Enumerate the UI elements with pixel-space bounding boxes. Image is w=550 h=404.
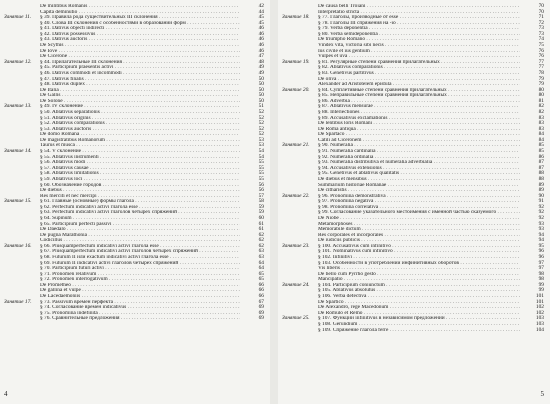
entry-title: § 50. Ablativus separationis . . . — [40, 110, 240, 116]
entry-title: § 73. Passivum времен перфекта . . . — [40, 300, 240, 306]
entry-page-number: 99 — [538, 281, 544, 288]
lesson-label: Занятие 14. — [4, 148, 32, 155]
entry-title: § 65. Participium perfecti passivi . . . — [40, 222, 240, 228]
entry-page-number: 63 — [258, 254, 264, 261]
entry-title: § 99. Согласование указательного местоимения с именной частью сказуемого . . . — [318, 210, 520, 216]
entry-title: Vis liberis . . . — [318, 266, 520, 272]
entry-page-number: 81 — [538, 97, 544, 104]
entry-title: § 44. Прилагательные III склонения . . . — [40, 60, 240, 66]
entry-title: Mancipatio . . . — [318, 277, 520, 283]
entry-page-number: 52 — [258, 114, 264, 121]
entry-page-number: 88 — [538, 175, 544, 182]
entry-page-number: 80 — [538, 92, 544, 99]
entry-page-number: 95 — [538, 242, 544, 249]
entry-title: § 69. Futurum II indicativi activi глаголов четырех спряжений . . . — [40, 261, 240, 267]
entry-page-number: 67 — [258, 298, 264, 305]
entry-page-number: 69 — [258, 309, 264, 316]
entry-title: De gallina et vulpe . . . — [40, 288, 240, 294]
entry-page-number: 45 — [258, 19, 264, 26]
entry-title: § 51. Ablativus originis . . . — [40, 116, 240, 122]
entry-page-number: 71 — [538, 14, 544, 21]
entry-title: § 53. Ablativus auctoris . . . — [40, 127, 240, 133]
entry-title: Ius civile et ius gentium . . . — [318, 49, 520, 55]
lesson-label: Занятие 22. — [282, 192, 310, 199]
entry-title: Vindex vita, victoria sibi necis . . . — [318, 43, 520, 49]
entry-page-number: 58 — [258, 198, 264, 205]
entry-title: De Alexandro, rege Macedonum . . . — [318, 305, 520, 311]
entry-title: Taurus et musca . . . — [40, 143, 240, 149]
entry-page-number: 79 — [538, 75, 544, 82]
lesson-label: Занятие 23. — [282, 242, 310, 249]
entry-title: § 90. Numeralia . . . — [318, 143, 520, 149]
entry-page-number: 94 — [538, 231, 544, 238]
entry-page-number: 85 — [538, 142, 544, 149]
entry-title: § 96. Pronomina demonstrativa . . . — [318, 194, 520, 200]
entry-page-number: 74 — [538, 36, 544, 43]
entry-title: De bello cum Pyrrho gesto . . . — [318, 272, 520, 278]
entry-page-number: 85 — [538, 148, 544, 155]
entry-page-number: 59 — [258, 209, 264, 216]
entry-page-number: 93 — [538, 220, 544, 227]
entry-title: De causa belli Troiani . . . — [318, 4, 520, 10]
entry-page-number: 91 — [538, 198, 544, 205]
entry-title: § 76. Сравнительные предложения . . . — [40, 316, 240, 322]
entry-title: De Iove . . . — [40, 49, 240, 55]
entry-page-number: 50 — [258, 81, 264, 88]
entry-title: § 41. Dativus objecti indirecti . . . — [40, 26, 240, 32]
entry-title: § 91. Numeralia cardinalia . . . — [318, 149, 520, 155]
entry-page-number: 52 — [258, 108, 264, 115]
entry-title: § 54. V склонение . . . — [40, 149, 240, 155]
entry-title: Memorabile dictum . . . — [318, 227, 520, 233]
entry-title: § 39. Правила рода существительных III склонения . . . — [40, 15, 240, 21]
entry-page-number: 60 — [258, 214, 264, 221]
entry-page-number: 46 — [258, 36, 264, 43]
entry-title: § 95. Genetivus et ablativus qualitatis . . . — [318, 171, 520, 177]
entry-page-number: 45 — [258, 14, 264, 21]
entry-page-number: 77 — [538, 64, 544, 71]
entry-page-number: 61 — [258, 226, 264, 233]
entry-page-number: 76 — [538, 53, 544, 60]
entry-title: § 74. Согласование времен indicativus . . . — [40, 305, 240, 311]
entry-page-number: 55 — [258, 170, 264, 177]
entry-title: § 40. Слова III склонения с особенностями в образовании форм . . . — [40, 21, 240, 27]
entry-title: Vulpes et uva . . . — [318, 54, 520, 60]
entry-title: § 84. Супплетивные степени сравнения прилагательных . . . — [318, 88, 520, 94]
entry-title: § 67. Plusquamperfectum indicativi activi глаголов четырех спряжений . . . — [40, 249, 240, 255]
entry-page-number: 98 — [538, 270, 544, 277]
lesson-label: Занятие 21. — [282, 142, 310, 149]
toc-entry — [0, 316, 270, 322]
entry-page-number: 84 — [538, 136, 544, 143]
entry-page-number: 93 — [538, 226, 544, 233]
entry-page-number: 48 — [258, 58, 264, 65]
entry-page-number: 59 — [258, 203, 264, 210]
entry-page-number: 57 — [258, 192, 264, 199]
entry-page-number: 70 — [538, 8, 544, 15]
entry-page-number: 78 — [538, 69, 544, 76]
entry-page-number: 104 — [535, 326, 544, 333]
entry-title: § 88. Interiectiones . . . — [318, 110, 520, 116]
entry-page-number: 73 — [538, 30, 544, 37]
entry-page-number: 52 — [258, 131, 264, 138]
entry-title: § 58. Ablativus limitationis . . . — [40, 171, 240, 177]
entry-page-number: 55 — [258, 159, 264, 166]
entry-title: § 61. Главные (основные) формы глагола . . . — [40, 199, 240, 205]
table-of-contents-right — [278, 4, 550, 333]
toc-entry — [278, 328, 550, 334]
entry-title: De Solone . . . — [40, 99, 240, 105]
entry-page-number: 54 — [258, 153, 264, 160]
entry-title: § 100. Accusativus cum infinitivo . . . — [318, 244, 520, 250]
lesson-label: Занятие 25. — [282, 315, 310, 322]
entry-page-number: 52 — [258, 125, 264, 132]
entry-title: Summarium historiae Romanae . . . — [318, 183, 520, 189]
entry-title: De Romulo et Remo . . . — [318, 311, 520, 317]
lesson-label: Занятие 19. — [282, 58, 310, 65]
entry-page-number: 55 — [258, 175, 264, 182]
entry-title: § 79. Verba deponentia . . . — [318, 26, 520, 32]
entry-page-number: 77 — [538, 58, 544, 65]
book-gutter — [270, 0, 278, 404]
entry-title: De Roma antiqua . . . — [318, 127, 520, 133]
entry-title: De Prometheo . . . — [40, 283, 240, 289]
entry-page-number: 55 — [258, 164, 264, 171]
entry-title: § 105. Ablativus absolutus . . . — [318, 288, 520, 294]
entry-title: § 97. Pronomina negativa . . . — [318, 199, 520, 205]
entry-page-number: 83 — [538, 114, 544, 121]
entry-title: De citharistis . . . — [318, 188, 520, 194]
entry-page-number: 65 — [258, 270, 264, 277]
entry-title: § 47. Dativus finalis . . . — [40, 77, 240, 83]
entry-title: De diebus . . . — [40, 188, 240, 194]
entry-page-number: 62 — [258, 242, 264, 249]
entry-title: § 57. Ablativus causae . . . — [40, 166, 240, 172]
entry-page-number: 98 — [538, 276, 544, 283]
entry-title: De Italia . . . — [40, 88, 240, 94]
entry-page-number: 101 — [535, 293, 544, 300]
entry-page-number: 89 — [538, 181, 544, 188]
entry-title: § 87. Ablativus mensurae . . . — [318, 104, 520, 110]
entry-title: § 42. Dativus possessivus . . . — [40, 32, 240, 38]
entry-title: § 94. Accusativus extensionis . . . — [318, 166, 520, 172]
lesson-label: Занятие 20. — [282, 86, 310, 93]
entry-title: § 78. Глаголы III спряжения на -io . . . — [318, 21, 520, 27]
entry-page-number: 46 — [258, 25, 264, 32]
entry-title: § 48. Dativus duplex . . . — [40, 82, 240, 88]
entry-title: § 89. Accusativus exclamationis . . . — [318, 116, 520, 122]
entry-page-number: 44 — [258, 8, 264, 15]
lesson-label: Занятие 18. — [282, 14, 310, 21]
entry-page-number: 102 — [535, 309, 544, 316]
entry-page-number: 56 — [258, 187, 264, 194]
entry-title: § 56. Ablativus modi . . . — [40, 160, 240, 166]
entry-title: § 45. Participium praesentis activi . . . — [40, 65, 240, 71]
entry-title: § 85. Неправильные степени сравнения прилагательных . . . — [318, 93, 520, 99]
entry-page-number: 52 — [258, 120, 264, 127]
entry-page-number: 53 — [258, 136, 264, 143]
entry-title: Metamorphoses . . . — [318, 222, 520, 228]
entry-page-number: 88 — [538, 170, 544, 177]
entry-page-number: 103 — [535, 320, 544, 327]
entry-page-number: 76 — [538, 47, 544, 54]
entry-title: Codicillus . . . — [40, 238, 240, 244]
entry-title: § 102. Infinitivi . . . — [318, 255, 520, 261]
entry-page-number: 51 — [258, 103, 264, 110]
entry-page-number: 79 — [538, 81, 544, 88]
entry-title: Res corporales et incorporales . . . — [318, 233, 520, 239]
entry-title: § 82. Ablativus comparationis . . . — [318, 65, 520, 71]
entry-title: § 55. Ablativus instrumenti . . . — [40, 155, 240, 161]
entry-page-number: 50 — [258, 75, 264, 82]
entry-page-number: 92 — [538, 203, 544, 210]
entry-title: De pugna Marathonia . . . — [40, 233, 240, 239]
entry-title: De Cicerone . . . — [40, 54, 240, 60]
entry-title: De oliva . . . — [318, 77, 520, 83]
entry-page-number: 82 — [538, 103, 544, 110]
lesson-label: Занятие 13. — [4, 103, 32, 110]
entry-title: § 83. Genetivus partitivus . . . — [318, 71, 520, 77]
entry-title: Alexander ad Aristotelem epistula . . . — [318, 82, 520, 88]
entry-title: De militibus Romanis . . . — [40, 4, 240, 10]
entry-page-number: 50 — [258, 92, 264, 99]
entry-page-number: 46 — [258, 42, 264, 49]
entry-page-number: 83 — [538, 120, 544, 127]
entry-page-number: 46 — [258, 47, 264, 54]
entry-title: § 71. Pronomen relativum . . . — [40, 272, 240, 278]
entry-page-number: 50 — [258, 97, 264, 104]
entry-page-number: 63 — [258, 248, 264, 255]
entry-page-number: 72 — [538, 19, 544, 26]
entry-page-number: 69 — [258, 304, 264, 311]
page-number-right: 5 — [540, 390, 544, 398]
entry-title: § 109. Спряжение глагола ferre . . . — [318, 328, 520, 334]
entry-page-number: 94 — [538, 237, 544, 244]
entry-title: § 62. Perfectum indicativi activi глагола esse . . . — [40, 205, 240, 211]
entry-page-number: 49 — [258, 69, 264, 76]
entry-page-number: 96 — [538, 254, 544, 261]
entry-page-number: 96 — [538, 248, 544, 255]
entry-page-number: 75 — [538, 42, 544, 49]
entry-page-number: 65 — [258, 276, 264, 283]
entry-title: De lentibus loris Romani . . . — [318, 121, 520, 127]
entry-page-number: 64 — [258, 265, 264, 272]
page-number-left: 4 — [4, 390, 8, 398]
entry-page-number: 92 — [538, 214, 544, 221]
entry-page-number: 46 — [258, 30, 264, 37]
entry-title: De magistratibus Romanorum . . . — [40, 138, 240, 144]
entry-page-number: 53 — [258, 142, 264, 149]
entry-title: § 75. Pronomina indefinita . . . — [40, 311, 240, 317]
entry-page-number: 83 — [538, 125, 544, 132]
entry-title: § 46. Dativus commodi et incommodi . . . — [40, 71, 240, 77]
entry-title: § 86. Adverbia . . . — [318, 99, 520, 105]
entry-title: § 49. IV склонение . . . — [40, 104, 240, 110]
entry-page-number: 66 — [258, 293, 264, 300]
entry-title: § 77. Глаголы, производные от esse . . . — [318, 15, 520, 21]
entry-page-number: 54 — [258, 148, 264, 155]
lesson-label: Занятие 15. — [4, 198, 32, 205]
lesson-label: Занятие 17. — [4, 298, 32, 305]
entry-page-number: 80 — [538, 86, 544, 93]
entry-page-number: 82 — [538, 108, 544, 115]
entry-page-number: 64 — [258, 259, 264, 266]
entry-page-number: 70 — [538, 3, 544, 9]
entry-page-number: 97 — [538, 259, 544, 266]
lesson-label: Занятие 11. — [4, 14, 32, 21]
entry-title: § 81. Регулярные степени сравнения прилагательных . . . — [318, 60, 520, 66]
entry-title: De Lacedaemoniis . . . — [40, 294, 240, 300]
left-page — [0, 0, 270, 404]
entry-title: § 98. Pronomina correlativa . . . — [318, 205, 520, 211]
lesson-label: Занятие 24. — [282, 281, 310, 288]
lesson-label: Занятие 16. — [4, 242, 32, 249]
entry-title: De Niobe . . . — [318, 216, 520, 222]
entry-title: Capita deminutio . . . — [40, 10, 240, 16]
entry-page-number: 42 — [258, 3, 264, 9]
entry-page-number: 69 — [258, 315, 264, 322]
entry-title: § 64. Supinum . . . — [40, 216, 240, 222]
entry-page-number: 61 — [258, 220, 264, 227]
entry-title: De triumpho Romano . . . — [318, 37, 520, 43]
entry-title: § 104. Participium coniunctum . . . — [318, 283, 520, 289]
entry-page-number: 99 — [538, 287, 544, 294]
entry-title: § 59. Ablativus loci . . . — [40, 177, 240, 183]
entry-title: § 70. Participium futuri activi . . . — [40, 266, 240, 272]
entry-title: § 60. Обозначение городов . . . — [40, 183, 240, 189]
entry-title: § 92. Numeralia ordinalia . . . — [318, 155, 520, 161]
entry-page-number: 73 — [538, 25, 544, 32]
entry-page-number: 90 — [538, 192, 544, 199]
entry-title: § 103. Особенности в употреблении инфинитивных оборотов . . . — [318, 261, 520, 267]
lesson-label: Занятие 12. — [4, 58, 32, 65]
entry-title: § 106. Verba defectiva . . . — [318, 294, 520, 300]
entry-title: Catili ad Ciceronem . . . — [318, 138, 520, 144]
entry-title: § 107. Функции infinitivus в независимом предложении . . . — [318, 316, 520, 322]
table-of-contents-left — [0, 4, 270, 322]
entry-title: De Gallis . . . — [40, 93, 240, 99]
entry-page-number: 50 — [258, 86, 264, 93]
entry-page-number: 66 — [258, 281, 264, 288]
entry-page-number: 86 — [538, 153, 544, 160]
entry-title: § 66. Plusquamperfectum indicativi activi глагола esse . . . — [40, 244, 240, 250]
entry-title: § 68. Futurum II или exactum indicativi activi глагола esse . . . — [40, 255, 240, 261]
entry-page-number: 49 — [258, 64, 264, 71]
entry-title: § 72. Pronomen interrogativum . . . — [40, 277, 240, 283]
entry-title: De Daedalo . . . — [40, 227, 240, 233]
entry-page-number: 87 — [538, 164, 544, 171]
entry-page-number: 89 — [538, 187, 544, 194]
entry-page-number: 62 — [258, 231, 264, 238]
entry-title: De iudiciis publicis . . . — [318, 238, 520, 244]
entry-page-number: 87 — [538, 159, 544, 166]
entry-title: § 43. Dativus auctoris . . . — [40, 37, 240, 43]
entry-title: De Scythis . . . — [40, 43, 240, 49]
entry-title: § 108. Gerundium . . . — [318, 322, 520, 328]
entry-title: Res merciti et nec mercipi . . . — [40, 194, 240, 200]
entry-page-number: 92 — [538, 209, 544, 216]
entry-page-number: 84 — [538, 131, 544, 138]
entry-page-number: 62 — [258, 237, 264, 244]
entry-title: § 63. Perfectum indicativi activi глаголов четырех спряжений . . . — [40, 210, 240, 216]
entry-page-number: 97 — [538, 265, 544, 272]
right-page — [278, 0, 550, 404]
entry-title: § 93. Numeralia distributiva et numeralia adverbialia . . . — [318, 160, 520, 166]
entry-page-number: 47 — [258, 53, 264, 60]
entry-page-number: 102 — [535, 304, 544, 311]
entry-page-number: 101 — [535, 298, 544, 305]
entry-title: § 52. Ablativus comparationis . . . — [40, 121, 240, 127]
entry-page-number: 103 — [535, 315, 544, 322]
entry-title: De Spartaco . . . — [318, 132, 520, 138]
entry-title: De domo Romana . . . — [40, 132, 240, 138]
entry-title: De Spartico . . . — [318, 300, 520, 306]
entry-title: Interpretatio stricta . . . — [318, 10, 520, 16]
entry-title: § 101. Nominativus cum infinitivo . . . — [318, 249, 520, 255]
entry-page-number: 56 — [258, 181, 264, 188]
entry-page-number: 66 — [258, 287, 264, 294]
entry-title: De diebus et mensibus . . . — [318, 177, 520, 183]
entry-title: § 80. Verba semideponentia . . . — [318, 32, 520, 38]
